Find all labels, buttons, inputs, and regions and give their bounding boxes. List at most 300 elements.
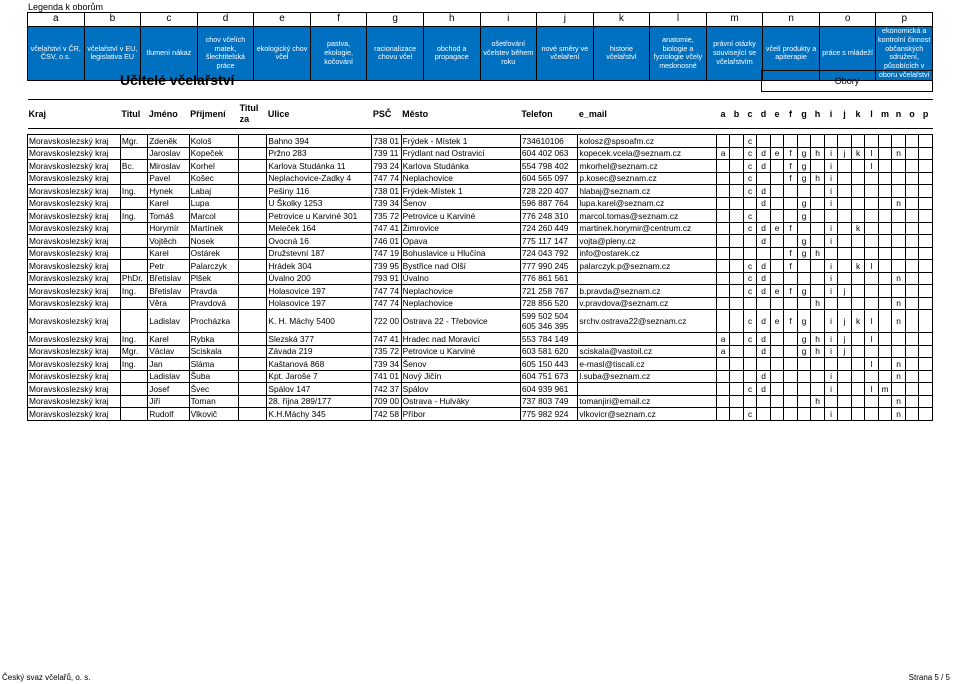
cell-psc: 739 11 xyxy=(372,147,401,160)
cell-obor: i xyxy=(824,383,838,396)
header-prijmeni: Příjmení xyxy=(189,100,238,129)
cell-obor xyxy=(919,235,933,248)
cell-obor xyxy=(770,408,784,421)
header-obor: l xyxy=(865,100,879,129)
table-row xyxy=(28,222,933,235)
cell-prijmeni: Toman xyxy=(189,395,238,408)
legend-letter: d xyxy=(197,13,254,27)
cell-telefon: 553 784 149 xyxy=(520,333,578,346)
cell-email: mkorhel@seznam.cz xyxy=(578,160,716,173)
cell-obor xyxy=(770,370,784,383)
cell-obor: j xyxy=(838,333,852,346)
cell-obor: i xyxy=(824,370,838,383)
cell-obor: i xyxy=(824,408,838,421)
cell-obor xyxy=(878,395,892,408)
cell-psc: 738 01 xyxy=(372,185,401,198)
legend-description: historie včelařství xyxy=(593,27,650,81)
cell-obor xyxy=(892,333,906,346)
cell-obor xyxy=(716,247,730,260)
cell-psc: 742 37 xyxy=(372,383,401,396)
header-telefon: Telefon xyxy=(520,100,578,129)
header-obor: b xyxy=(730,100,744,129)
cell-kraj: Moravskoslezský kraj xyxy=(28,345,121,358)
legend-description: včelařství v EU, legislativa EU xyxy=(84,27,141,81)
header-email: e_mail xyxy=(578,100,716,129)
cell-obor: h xyxy=(811,345,825,358)
cell-obor: c xyxy=(743,285,757,298)
cell-obor xyxy=(730,358,744,371)
cell-obor: h xyxy=(811,247,825,260)
legend-letter: o xyxy=(819,13,876,27)
cell-obor xyxy=(919,260,933,273)
cell-obor xyxy=(716,135,730,148)
cell-obor xyxy=(905,408,919,421)
cell-obor xyxy=(838,197,852,210)
cell-obor xyxy=(730,370,744,383)
cell-ulice: Závada 219 xyxy=(267,345,372,358)
table-row xyxy=(28,135,933,148)
cell-telefon: 776 861 561 xyxy=(520,272,578,285)
legend-letter: l xyxy=(650,13,707,27)
cell-obor: f xyxy=(784,222,798,235)
cell-obor xyxy=(811,185,825,198)
cell-obor xyxy=(730,197,744,210)
cell-prijmeni: Pravdová xyxy=(189,297,238,310)
cell-kraj: Moravskoslezský kraj xyxy=(28,135,121,148)
cell-titul: Mgr. xyxy=(120,345,147,358)
cell-obor: g xyxy=(797,235,811,248)
cell-obor xyxy=(743,345,757,358)
cell-titul-za xyxy=(239,235,267,248)
cell-obor xyxy=(757,358,771,371)
cell-obor xyxy=(865,297,879,310)
cell-obor xyxy=(865,235,879,248)
cell-obor xyxy=(919,333,933,346)
cell-obor xyxy=(878,345,892,358)
cell-obor xyxy=(892,185,906,198)
cell-obor xyxy=(878,197,892,210)
cell-titul: Ing. xyxy=(120,210,147,223)
cell-obor xyxy=(824,247,838,260)
cell-obor xyxy=(865,210,879,223)
cell-obor xyxy=(770,345,784,358)
cell-obor xyxy=(730,147,744,160)
cell-prijmeni: Palarczyk xyxy=(189,260,238,273)
cell-jmeno: Jaroslav xyxy=(148,147,189,160)
cell-kraj: Moravskoslezský kraj xyxy=(28,197,121,210)
cell-obor xyxy=(770,260,784,273)
cell-obor xyxy=(743,370,757,383)
cell-ulice: Kpt. Jaroše 7 xyxy=(267,370,372,383)
cell-obor: h xyxy=(811,172,825,185)
cell-obor xyxy=(784,197,798,210)
cell-telefon: 604 565 097 xyxy=(520,172,578,185)
cell-psc: 739 34 xyxy=(372,358,401,371)
cell-obor xyxy=(811,135,825,148)
cell-obor xyxy=(743,197,757,210)
cell-email: vojta@pleny.cz xyxy=(578,235,716,248)
cell-obor xyxy=(838,358,852,371)
cell-ulice: Petrovice u Karviné 301 xyxy=(267,210,372,223)
cell-obor xyxy=(730,272,744,285)
cell-mesto: Ostrava 22 - Třebovice xyxy=(401,310,520,333)
cell-obor: c xyxy=(743,383,757,396)
cell-obor xyxy=(892,160,906,173)
cell-obor: n xyxy=(892,370,906,383)
cell-prijmeni: Sciskala xyxy=(189,345,238,358)
cell-obor xyxy=(838,395,852,408)
table-row xyxy=(28,147,933,160)
cell-obor: h xyxy=(811,147,825,160)
cell-obor: j xyxy=(838,147,852,160)
cell-obor xyxy=(851,345,865,358)
cell-obor xyxy=(919,160,933,173)
cell-obor xyxy=(838,247,852,260)
cell-ulice: Holasovice 197 xyxy=(267,297,372,310)
cell-obor: c xyxy=(743,210,757,223)
table-row xyxy=(28,297,933,310)
cell-mesto: Žimrovice xyxy=(401,222,520,235)
cell-obor xyxy=(878,260,892,273)
cell-obor xyxy=(743,358,757,371)
cell-titul-za xyxy=(239,297,267,310)
cell-obor xyxy=(784,210,798,223)
legend-description: racionalizace chovu včel xyxy=(367,27,424,81)
cell-obor: i xyxy=(824,333,838,346)
cell-obor xyxy=(865,395,879,408)
cell-kraj: Moravskoslezský kraj xyxy=(28,370,121,383)
cell-psc: 722 00 xyxy=(372,310,401,333)
cell-obor xyxy=(851,160,865,173)
cell-obor xyxy=(892,383,906,396)
header-titul: Titul xyxy=(120,100,147,129)
cell-obor xyxy=(730,235,744,248)
cell-obor xyxy=(865,345,879,358)
legend-description: ošetřování včelstev během roku xyxy=(480,27,537,81)
header-obor: n xyxy=(892,100,906,129)
cell-obor xyxy=(905,272,919,285)
cell-mesto: Petrovice u Karviné xyxy=(401,210,520,223)
cell-obor xyxy=(730,210,744,223)
cell-obor xyxy=(878,297,892,310)
cell-titul-za xyxy=(239,172,267,185)
cell-obor xyxy=(851,285,865,298)
cell-titul-za xyxy=(239,395,267,408)
cell-obor xyxy=(770,210,784,223)
cell-obor xyxy=(797,185,811,198)
cell-titul: Bc. xyxy=(120,160,147,173)
cell-obor xyxy=(851,185,865,198)
cell-telefon: 605 150 443 xyxy=(520,358,578,371)
cell-obor xyxy=(730,408,744,421)
cell-email: p.kosec@seznam.cz xyxy=(578,172,716,185)
cell-obor xyxy=(730,333,744,346)
cell-psc: 742 58 xyxy=(372,408,401,421)
cell-obor: f xyxy=(784,260,798,273)
cell-prijmeni: Pravda xyxy=(189,285,238,298)
cell-obor xyxy=(824,358,838,371)
cell-obor: e xyxy=(770,147,784,160)
cell-titul-za xyxy=(239,310,267,333)
cell-obor xyxy=(838,222,852,235)
cell-email: lupa.karel@seznam.cz xyxy=(578,197,716,210)
cell-obor xyxy=(919,285,933,298)
cell-obor: i xyxy=(824,235,838,248)
cell-kraj: Moravskoslezský kraj xyxy=(28,222,121,235)
header-psc: PSČ xyxy=(372,100,401,129)
cell-kraj: Moravskoslezský kraj xyxy=(28,172,121,185)
cell-obor xyxy=(716,235,730,248)
cell-ulice: Ovocná 16 xyxy=(267,235,372,248)
cell-obor: e xyxy=(770,310,784,333)
page-title: Učitelé včelařství xyxy=(120,72,235,88)
table-row xyxy=(28,395,933,408)
cell-obor xyxy=(919,297,933,310)
cell-obor xyxy=(851,272,865,285)
cell-prijmeni: Ostárek xyxy=(189,247,238,260)
cell-obor xyxy=(770,197,784,210)
table-row xyxy=(28,185,933,198)
cell-obor xyxy=(878,235,892,248)
cell-jmeno: Věra xyxy=(148,297,189,310)
cell-obor xyxy=(797,370,811,383)
cell-obor xyxy=(784,358,798,371)
cell-titul-za xyxy=(239,247,267,260)
table-row xyxy=(28,272,933,285)
cell-obor xyxy=(770,383,784,396)
cell-obor: g xyxy=(797,210,811,223)
cell-obor xyxy=(865,408,879,421)
cell-obor xyxy=(878,135,892,148)
header-obor: d xyxy=(757,100,771,129)
cell-obor xyxy=(919,172,933,185)
cell-obor xyxy=(770,333,784,346)
legend-letter: m xyxy=(706,13,763,27)
cell-obor: i xyxy=(824,222,838,235)
legend-description: práce s mládeží xyxy=(819,27,876,81)
cell-mesto: Karlova Studánka xyxy=(401,160,520,173)
cell-obor: c xyxy=(743,135,757,148)
cell-kraj: Moravskoslezský kraj xyxy=(28,247,121,260)
cell-obor xyxy=(905,395,919,408)
cell-prijmeni: Košec xyxy=(189,172,238,185)
cell-obor xyxy=(716,172,730,185)
cell-telefon: 604 939 961 xyxy=(520,383,578,396)
cell-prijmeni: Korhel xyxy=(189,160,238,173)
cell-ulice: 28. října 289/177 xyxy=(267,395,372,408)
cell-obor: i xyxy=(824,197,838,210)
cell-obor xyxy=(811,260,825,273)
table-row xyxy=(28,345,933,358)
cell-obor xyxy=(743,235,757,248)
cell-titul-za xyxy=(239,285,267,298)
cell-titul: Ing. xyxy=(120,333,147,346)
cell-prijmeni: Nosek xyxy=(189,235,238,248)
cell-ulice: Kaštanová 868 xyxy=(267,358,372,371)
cell-kraj: Moravskoslezský kraj xyxy=(28,285,121,298)
cell-obor xyxy=(770,297,784,310)
cell-obor xyxy=(730,222,744,235)
cell-obor xyxy=(770,135,784,148)
cell-mesto: Neplachovice xyxy=(401,297,520,310)
cell-obor: a xyxy=(716,345,730,358)
cell-psc: 741 01 xyxy=(372,370,401,383)
cell-email: kopecek.vcela@seznam.cz xyxy=(578,147,716,160)
cell-obor xyxy=(716,358,730,371)
cell-obor: j xyxy=(838,310,852,333)
cell-titul-za xyxy=(239,147,267,160)
cell-obor xyxy=(919,310,933,333)
cell-obor xyxy=(892,247,906,260)
cell-obor: i xyxy=(824,160,838,173)
cell-obor: c xyxy=(743,333,757,346)
cell-obor xyxy=(865,222,879,235)
cell-obor xyxy=(716,408,730,421)
header-obor: e xyxy=(770,100,784,129)
cell-obor xyxy=(851,247,865,260)
table-row xyxy=(28,310,933,333)
cell-obor xyxy=(892,222,906,235)
cell-telefon: 728 856 520 xyxy=(520,297,578,310)
cell-titul-za xyxy=(239,272,267,285)
cell-obor xyxy=(730,297,744,310)
cell-jmeno: Jan xyxy=(148,358,189,371)
cell-obor xyxy=(851,395,865,408)
cell-obor xyxy=(784,408,798,421)
cell-obor xyxy=(730,172,744,185)
cell-obor xyxy=(730,310,744,333)
cell-psc: 709 00 xyxy=(372,395,401,408)
cell-kraj: Moravskoslezský kraj xyxy=(28,333,121,346)
cell-obor xyxy=(838,408,852,421)
cell-obor: n xyxy=(892,272,906,285)
cell-obor xyxy=(811,160,825,173)
cell-obor: j xyxy=(838,345,852,358)
cell-obor: d xyxy=(757,370,771,383)
cell-obor xyxy=(784,272,798,285)
cell-obor: i xyxy=(824,345,838,358)
cell-obor xyxy=(716,160,730,173)
cell-obor: i xyxy=(824,272,838,285)
cell-telefon: 775 117 147 xyxy=(520,235,578,248)
cell-telefon: 776 248 310 xyxy=(520,210,578,223)
cell-obor xyxy=(770,235,784,248)
cell-obor xyxy=(757,247,771,260)
cell-titul xyxy=(120,147,147,160)
cell-jmeno: Jiří xyxy=(148,395,189,408)
cell-obor xyxy=(730,135,744,148)
cell-titul-za xyxy=(239,260,267,273)
cell-obor xyxy=(838,135,852,148)
cell-ulice: Slezská 377 xyxy=(267,333,372,346)
cell-obor: g xyxy=(797,247,811,260)
cell-obor xyxy=(865,370,879,383)
cell-obor: d xyxy=(757,345,771,358)
cell-obor xyxy=(905,185,919,198)
cell-kraj: Moravskoslezský kraj xyxy=(28,395,121,408)
cell-obor: n xyxy=(892,310,906,333)
cell-obor xyxy=(892,345,906,358)
cell-email xyxy=(578,383,716,396)
cell-obor xyxy=(878,310,892,333)
cell-mesto: Petrovice u Karviné xyxy=(401,345,520,358)
table-row xyxy=(28,160,933,173)
cell-mesto: Spálov xyxy=(401,383,520,396)
cell-obor xyxy=(865,247,879,260)
cell-titul xyxy=(120,172,147,185)
legend-title: Legenda k oborům xyxy=(28,2,104,12)
cell-psc: 739 34 xyxy=(372,197,401,210)
cell-mesto: Frýdlant nad Ostravicí xyxy=(401,147,520,160)
cell-obor: c xyxy=(743,185,757,198)
cell-psc: 793 24 xyxy=(372,160,401,173)
legend-description: obchod a propagace xyxy=(423,27,480,81)
table-row xyxy=(28,370,933,383)
cell-psc: 747 74 xyxy=(372,172,401,185)
cell-psc: 739 95 xyxy=(372,260,401,273)
cell-obor xyxy=(716,383,730,396)
cell-ulice: K.H.Máchy 345 xyxy=(267,408,372,421)
cell-jmeno: Horymír xyxy=(148,222,189,235)
cell-titul-za xyxy=(239,185,267,198)
cell-prijmeni: Marcol xyxy=(189,210,238,223)
cell-obor: l xyxy=(865,160,879,173)
cell-obor: i xyxy=(824,185,838,198)
legend-description: právní otázky související se včelařstvím xyxy=(706,27,763,81)
cell-obor xyxy=(892,210,906,223)
cell-ulice: Hrádek 304 xyxy=(267,260,372,273)
cell-obor xyxy=(784,297,798,310)
legend-letter: h xyxy=(423,13,480,27)
cell-obor xyxy=(838,297,852,310)
cell-kraj: Moravskoslezský kraj xyxy=(28,408,121,421)
cell-obor: f xyxy=(784,147,798,160)
cell-mesto: Bohuslavice u Hlučína xyxy=(401,247,520,260)
table-row xyxy=(28,408,933,421)
cell-obor xyxy=(716,310,730,333)
cell-obor xyxy=(797,408,811,421)
cell-ulice: Družstevní 187 xyxy=(267,247,372,260)
cell-telefon: 777 990 245 xyxy=(520,260,578,273)
cell-email: srchv.ostrava22@seznam.cz xyxy=(578,310,716,333)
cell-obor xyxy=(824,297,838,310)
cell-obor: h xyxy=(811,297,825,310)
cell-jmeno: Břetislav xyxy=(148,285,189,298)
header-obor: p xyxy=(919,100,933,129)
cell-obor xyxy=(716,370,730,383)
cell-obor xyxy=(716,185,730,198)
cell-ulice: Úvalno 200 xyxy=(267,272,372,285)
cell-obor: i xyxy=(824,147,838,160)
cell-telefon-line: 605 346 395 xyxy=(521,321,569,331)
cell-telefon: 724 043 792 xyxy=(520,247,578,260)
cell-obor: k xyxy=(851,310,865,333)
cell-obor: c xyxy=(743,408,757,421)
cell-obor: e xyxy=(770,285,784,298)
cell-email: l.suba@seznam.cz xyxy=(578,370,716,383)
cell-obor xyxy=(851,297,865,310)
cell-obor xyxy=(838,260,852,273)
cell-mesto: Opava xyxy=(401,235,520,248)
header-obor: f xyxy=(784,100,798,129)
cell-obor xyxy=(919,197,933,210)
cell-obor xyxy=(797,222,811,235)
cell-titul-za xyxy=(239,210,267,223)
header-mesto: Město xyxy=(401,100,520,129)
cell-titul-za xyxy=(239,160,267,173)
legend-description: chov včelích matek, šlechtitelská práce xyxy=(197,27,254,81)
cell-titul-za xyxy=(239,408,267,421)
